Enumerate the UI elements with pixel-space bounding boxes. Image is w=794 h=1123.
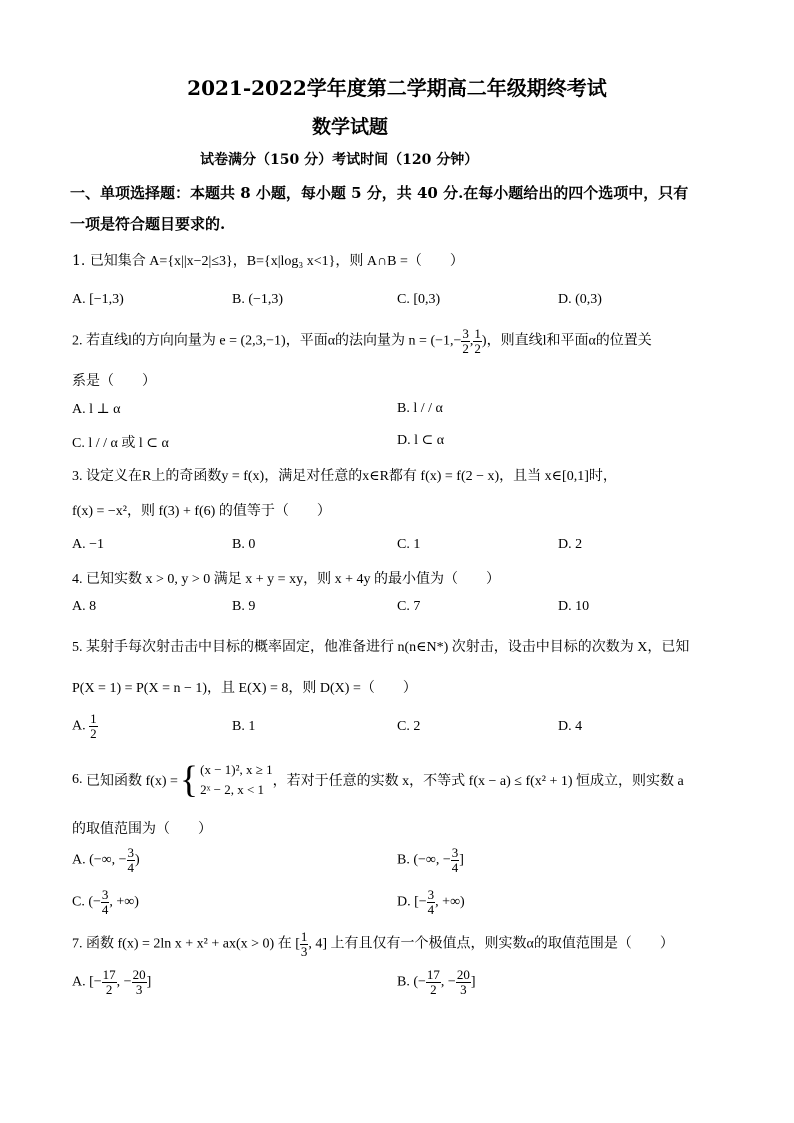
fraction: $\frac{3}{2}$ xyxy=(462,326,469,356)
question-text: 设定义在R上的奇函数y = f(x)，满足对任意的x∈R都有 f(x) = f(2 − x)，且当 x∈[0,1]时， xyxy=(86,469,617,484)
question-6-cont: 的取值范围为（ ） xyxy=(72,821,212,837)
section-heading-line2: 一项是符合题目要求的. xyxy=(70,215,226,233)
q3-option-c: C. 1 xyxy=(397,537,421,552)
q6-option-d: D. [− $\frac{3}{4}$ , +∞) xyxy=(397,887,465,917)
question-text-a: 若直线l的方向向量为 e = (2,3,−1)，平面α的法向量为 n = (−1,− xyxy=(86,333,462,349)
q6-option-b: B. (−∞, − $\frac{3}{4}$ ] xyxy=(397,845,464,875)
question-2: 2. 若直线l的方向向量为 e = (2,3,−1)，平面α的法向量为 n = (−1,− $\frac{3}{2}$ , $\frac{1}{2}$ )，则直线l和平面α的位置关 xyxy=(72,326,652,356)
q3-option-b: B. 0 xyxy=(232,537,256,552)
question-text-b: , 4] 上有且仅有一个极值点，则实数α的取值范围是（ ） xyxy=(308,936,674,952)
q6-option-c: C. (− $\frac{3}{4}$ , +∞) xyxy=(72,887,139,917)
fraction: $\frac{3}{4}$ xyxy=(127,845,135,875)
q2-option-d: D. l ⊂ α xyxy=(397,433,445,448)
question-text-b: )，则直线l和平面α的位置关 xyxy=(481,333,652,349)
question-text: 某射手每次射击击中目标的概率固定，他准备进行 n(n∈N*) 次射击，设击中目标的次数为 X，已知 xyxy=(86,640,690,655)
q4-option-c: C. 7 xyxy=(397,599,421,614)
fraction: $\frac{1}{3}$ xyxy=(300,929,308,959)
question-2-cont: 系是（ ） xyxy=(72,373,156,389)
q1-option-a: A. [−1,3) xyxy=(72,292,124,307)
question-text: 已知实数 x > 0, y > 0 满足 x + y = xy，则 x + 4y 的最小值为（ ） xyxy=(86,572,500,587)
fraction: $\frac{17}{2}$ xyxy=(426,967,440,997)
exam-title: 2021-2022学年度第二学期高二年级期终考试 xyxy=(187,76,607,100)
question-number: 1. xyxy=(72,253,86,269)
question-number: 6. xyxy=(72,771,83,787)
q5-option-b: B. 1 xyxy=(232,719,256,734)
q5-option-c: C. 2 xyxy=(397,719,421,734)
q5-option-a: A. $\frac{1}{2}$ xyxy=(72,711,97,741)
question-number: 7. xyxy=(72,936,83,952)
piecewise-cases: (x − 1)², x ≥ 1 2ˣ − 2, x < 1 xyxy=(200,762,273,797)
fraction: $\frac{17}{2}$ xyxy=(102,967,116,997)
question-number: 3. xyxy=(72,469,83,484)
question-5-cont: P(X = 1) = P(X = n − 1)，且 E(X) = 8，则 D(X) =（ ） xyxy=(72,681,417,696)
fraction: $\frac{20}{3}$ xyxy=(456,967,470,997)
q2-option-b: B. l / / α xyxy=(397,401,443,416)
q2-option-c: C. l / / α 或 l ⊂ α xyxy=(72,436,169,451)
brace-icon: { xyxy=(179,758,199,801)
q4-option-a: A. 8 xyxy=(72,599,97,614)
fraction: $\frac{3}{4}$ xyxy=(451,845,459,875)
q1-option-c: C. [0,3) xyxy=(397,292,441,307)
fraction: $\frac{3}{4}$ xyxy=(101,887,109,917)
question-3 xyxy=(72,465,617,485)
q5-option-d: D. 4 xyxy=(558,719,583,734)
q4-option-b: B. 9 xyxy=(232,599,256,614)
q1-option-b: B. (−1,3) xyxy=(232,292,284,307)
question-text-a: 已知函数 f(x) = xyxy=(86,773,178,789)
exam-info: 试卷满分（150 分）考试时间（120 分钟） xyxy=(200,152,479,168)
fraction: $\frac{3}{4}$ xyxy=(427,887,435,917)
question-text-b: ，若对于任意的实数 x，不等式 f(x − a) ≤ f(x² + 1) 恒成立，则实数 a xyxy=(272,773,684,789)
q3-option-d: D. 2 xyxy=(558,537,583,552)
question-7 xyxy=(72,930,674,958)
q3-option-a: A. −1 xyxy=(72,537,105,552)
q7-option-a: A. [− $\frac{17}{2}$ , − $\frac{20}{3}$ ] xyxy=(72,967,152,997)
question-3-cont: f(x) = −x²，则 f(3) + f(6) 的值等于（ ） xyxy=(72,504,331,519)
question-6 xyxy=(72,760,684,799)
q1-option-d: D. (0,3) xyxy=(558,292,602,307)
fraction: $\frac{20}{3}$ xyxy=(132,967,146,997)
subject-title: 数学试题 xyxy=(311,116,388,138)
question-number: 4. xyxy=(72,572,83,587)
question-number: 2. xyxy=(72,333,83,349)
q7-option-b: B. (− $\frac{17}{2}$ , − $\frac{20}{3}$ ] xyxy=(397,967,476,997)
question-text: 已知集合 A={x||x−2|≤3}，B={x|log₃ x<1}，则 A∩B =（ ） xyxy=(89,254,464,269)
fraction: $\frac{1}{2}$ xyxy=(90,711,97,741)
question-number: 5. xyxy=(72,640,83,655)
section-heading-line1: 一、单项选择题：本题共 8 小题，每小题 5 分，共 40 分.在每小题给出的四个选项中，只有 xyxy=(70,184,689,202)
q2-option-a: A. l ⊥ α xyxy=(72,402,121,417)
q6-option-a: A. (−∞, − $\frac{3}{4}$ ) xyxy=(72,845,140,875)
question-1 xyxy=(72,250,464,270)
question-4 xyxy=(72,568,500,588)
question-5 xyxy=(72,636,689,656)
fraction: $\frac{1}{2}$ xyxy=(474,326,481,356)
q4-option-d: D. 10 xyxy=(558,599,590,614)
question-text-a: 函数 f(x) = 2ln x + x² + ax(x > 0) 在 [ xyxy=(86,936,300,952)
